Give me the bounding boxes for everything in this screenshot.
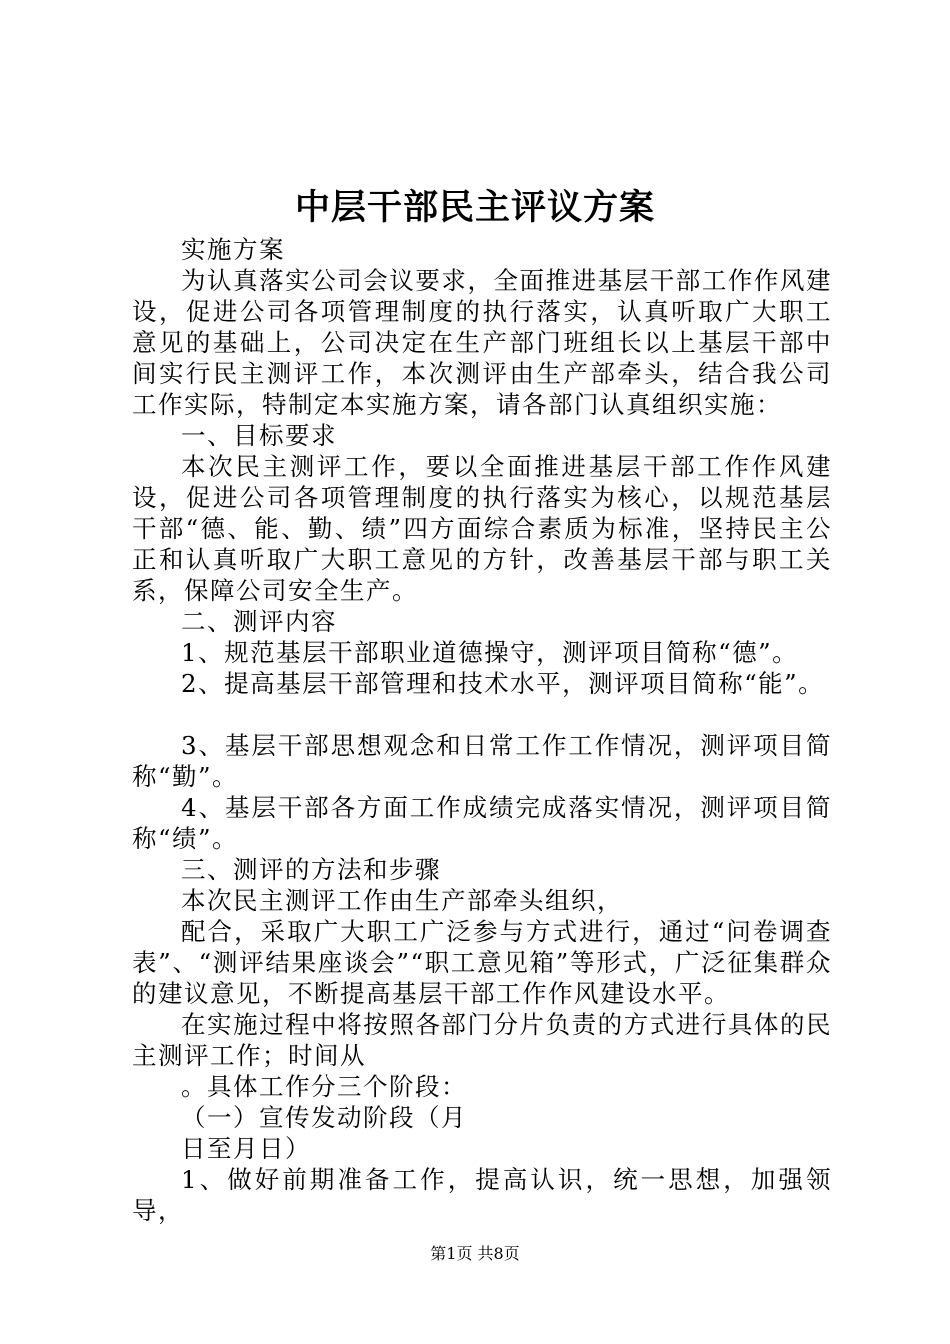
paragraph: 在实施过程中将按照各部门分片负责的方式进行具体的民主测评工作；时间从 [132, 1010, 832, 1070]
paragraph: 本次民主测评工作由生产部牵头组织， [181, 886, 623, 915]
section-heading: 一、目标要求 [181, 421, 337, 450]
section-heading: 三、测评的方法和步骤 [181, 855, 441, 884]
list-item: 1、做好前期准备工作，提高认识，统一思想，加强领导， [132, 1165, 832, 1225]
subsection-heading: （一）宣传发动阶段（月 [181, 1103, 467, 1132]
blank-line [132, 699, 832, 730]
paragraph: 配合，采取广大职工广泛参与方式进行，通过“问卷调查表”、“测评结果座谈会”“职工意见箱”等形式，广泛征集群众的建议意见，不断提高基层干部工作作风建设水平。 [132, 917, 832, 1008]
document-body [132, 234, 832, 1226]
list-item: 2、提高基层干部管理和技术水平，测评项目简称“能”。 [181, 669, 825, 698]
paragraph: 本次民主测评工作，要以全面推进基层干部工作作风建设，促进公司各项管理制度的执行落实为核心，以规范基层干部“德、能、勤、绩”四方面综合素质为标准，坚持民主公正和认真听取广大职工意见的方针，改善基层干部与职工关系，保障公司安全生产。 [132, 452, 832, 605]
list-item: 4、基层干部各方面工作成绩完成落实情况，测评项目简称“绩”。 [132, 793, 832, 853]
document-title: 中层干部民主评议方案 [294, 188, 655, 228]
paragraph: 为认真落实公司会议要求，全面推进基层干部工作作风建设，促进公司各项管理制度的执行落实，认真听取广大职工意见的基础上，公司决定在生产部门班组长以上基层干部中间实行民主测评工作，本次测评由生产部牵头，结合我公司工作实际，特制定本实施方案，请各部门认真组织实施： [132, 266, 832, 419]
list-item: 1、规范基层干部职业道德操守，测评项目简称“德”。 [181, 638, 799, 667]
paragraph-heading: 实施方案 [181, 235, 285, 264]
paragraph: 日至月日） [181, 1134, 311, 1163]
list-item: 3、基层干部思想观念和日常工作工作情况，测评项目简称“勤”。 [132, 731, 832, 791]
section-heading: 二、测评内容 [181, 607, 337, 636]
page-number-footer: 第1页 共8页 [430, 1244, 520, 1263]
paragraph: 。具体工作分三个阶段： [181, 1072, 467, 1101]
